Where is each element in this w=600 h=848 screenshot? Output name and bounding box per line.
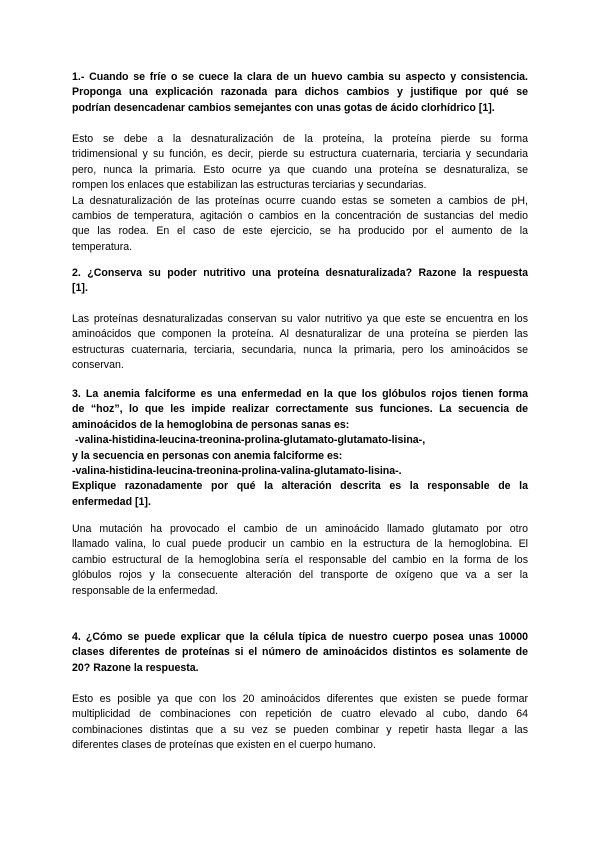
question-3-line: enfermedad [1]. [72,495,151,508]
amino-sequence-healthy: -valina-histidina-leucina-treonina-prolina-glutamato-glutamato-lisina-, [72,434,426,447]
amino-sequence-anemia: -valina-histidina-leucina-treonina-prolina-valina-glutamato-lisina-. [72,465,402,478]
answer-4-line: multiplicidad de combinaciones con repetición de cuatro elevado al cubo, dando 64 [72,708,528,721]
answer-1-line: Esto se debe a la desnaturalización de la proteína, la proteína pierde su forma [72,133,528,145]
answer-1-line: rompen los enlaces que estabilizan las estructuras terciarias y secundarias. [72,179,427,192]
answer-1-line: que las rodea. En el caso de este ejercicio, se ha producido por el aumento de la [72,225,528,238]
answer-2-line: estructuras cuaternaria, terciaria, secundaria, nunca la primaria, pero los aminoácidos se [72,343,528,356]
question-2-line: 2. ¿Conserva su poder nutritivo una proteína desnaturalizada? Razone la respuesta [72,267,528,279]
answer-3-line: llamado valina, lo cual puede producir un cambio en la estructura de la hemoglobina. El [72,538,528,551]
question-2 [72,266,528,297]
answer-3-line: responsable de la enfermedad. [72,584,219,597]
question-1-line: Proponga una explicación razonada para dichos cambios y justifique por qué se [72,86,528,99]
question-2-line: [1]. [72,282,88,295]
question-4-line: clases diferentes de proteínas si el número de aminoácidos distintos es solamente de [72,646,528,659]
question-3-line: Explique razonadamente por qué la alteración descrita es la responsable de la [72,480,528,493]
question-1-line: podrían desencadenar cambios semejantes con unas gotas de ácido clorhídrico [1]. [72,101,495,114]
answer-3-line: glóbulos rojos y la consecuente alteración del transporte de oxígeno que va a ser la [72,569,528,582]
answer-2 [72,312,528,374]
answer-4-line: diferentes clases de proteínas que existen en el cuerpo humano. [72,739,376,752]
answer-1-line: pero, nunca la primaria. Esto ocurre ya que cuando una proteína se desnaturaliza, se [72,163,528,176]
question-3-line: y la secuencia en personas con anemia falciforme es: [72,449,343,462]
question-4 [72,630,528,676]
answer-3 [72,522,528,599]
question-1-line: 1.- Cuando se fríe o se cuece la clara de un huevo cambia su aspecto y consistencia. [72,71,528,83]
answer-2-line: Las proteínas desnaturalizadas conservan su valor nutritivo ya que este se encuentra en los [72,313,528,325]
answer-1-line: cambios de temperatura, agitación o cambios en la concentración de sustancias del medio [72,210,528,223]
answer-2-line: conservan. [72,359,124,372]
question-1 [72,70,528,116]
answer-1 [72,132,528,255]
question-3 [72,387,528,510]
question-4-line: 4. ¿Cómo se puede explicar que la célula típica de nuestro cuerpo posea unas 10000 [72,631,528,643]
answer-4 [72,692,528,754]
answer-1-line: La desnaturalización de las proteínas ocurre cuando estas se someten a cambios de pH, [72,194,528,207]
answer-4-line: Esto es posible ya que con los 20 aminoácidos diferentes que existen se puede formar [72,693,528,705]
answer-1-line: tridimensional y su función, es decir, pierde su estructura cuaternaria, terciaria y secundaria [72,148,528,161]
answer-2-line: aminoácidos que componen la proteína. Al desnaturalizar de una proteína se pierden las [72,328,528,341]
question-3-line: de “hoz”, lo que les impide realizar correctamente sus funciones. La secuencia de [72,403,528,416]
answer-3-line: Una mutación ha provocado el cambio de un aminoácido llamado glutamato por otro [72,523,528,535]
answer-3-line: cambio estructural de la hemoglobina sería el responsable del cambio en la forma de los [72,553,528,566]
question-3-line: aminoácidos de la hemoglobina de personas sanas es: [72,418,350,431]
answer-4-line: combinaciones distintas que a su vez se pueden combinar y repetir hasta llegar a las [72,723,528,736]
question-4-line: 20? Razone la respuesta. [72,661,199,674]
question-3-line: 3. La anemia falciforme es una enfermedad en la que los glóbulos rojos tienen forma [72,388,528,400]
answer-1-line: temperatura. [72,240,133,253]
